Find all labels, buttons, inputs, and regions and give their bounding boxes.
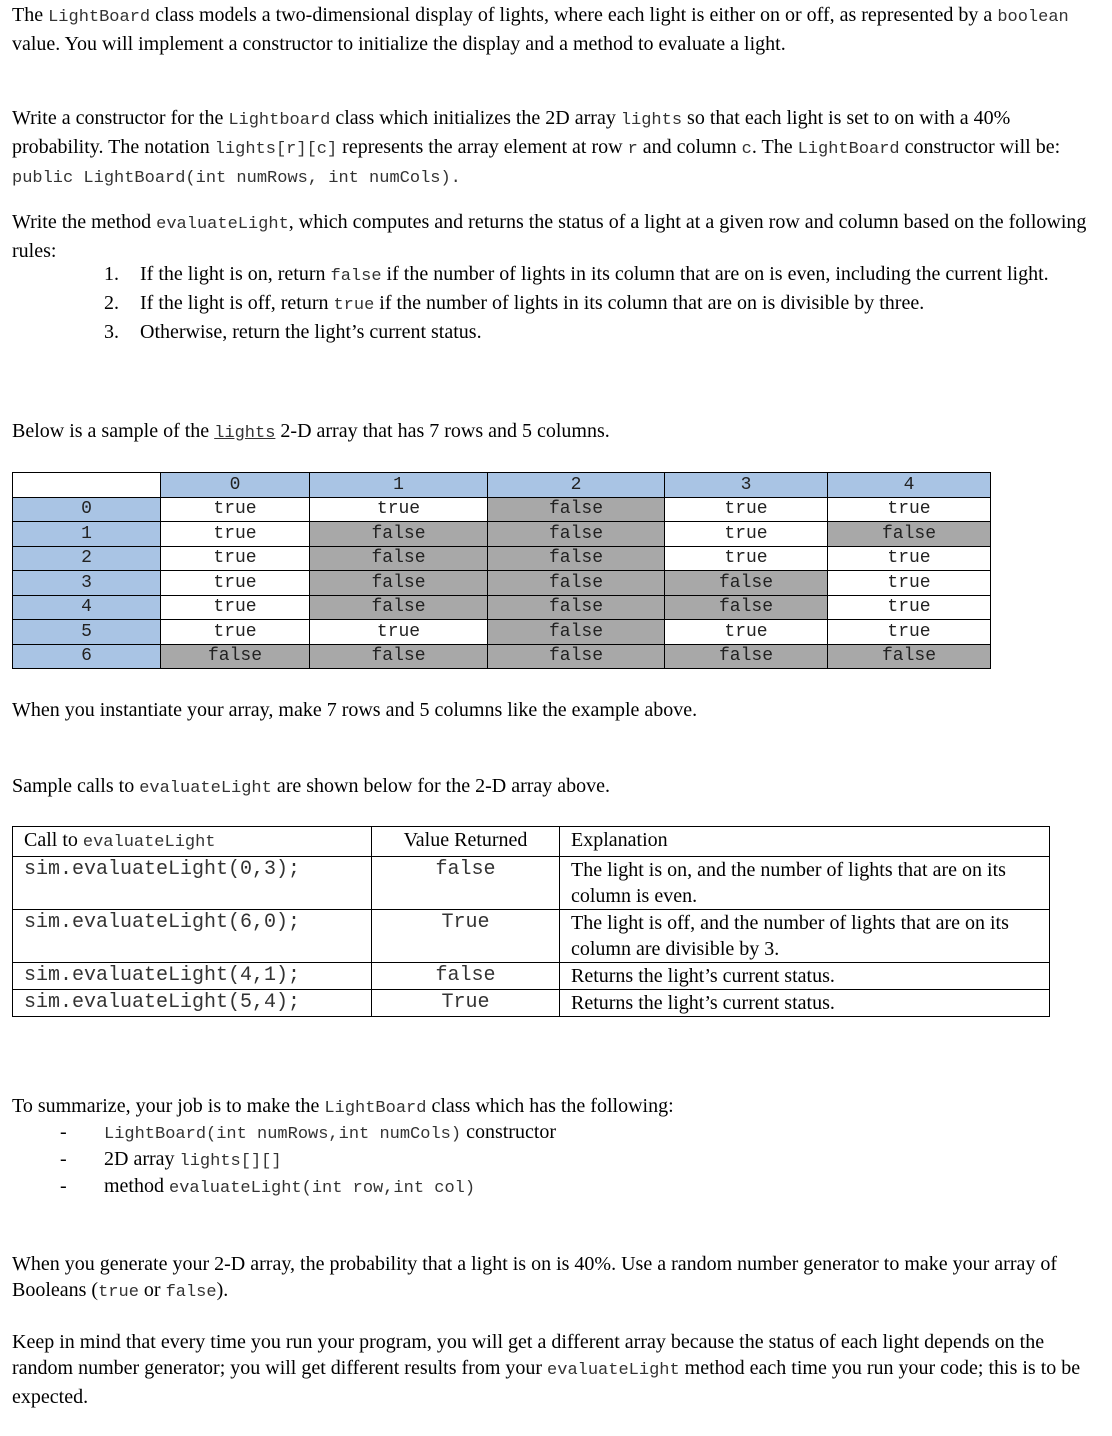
keep-paragraph — [12, 1329, 1102, 1410]
light-cell: true — [665, 620, 828, 645]
generate-paragraph — [12, 1251, 1102, 1306]
rule-item — [104, 261, 1084, 290]
explanation-cell: Returns the light’s current status. — [560, 963, 1050, 990]
light-cell: true — [161, 522, 310, 547]
bullet-dash: - — [60, 1121, 67, 1143]
rule-text: If the light is off, return — [140, 292, 334, 314]
code-false: false — [165, 1283, 217, 1302]
code-boolean: boolean — [997, 8, 1069, 27]
sample-text: 2-D array that has 7 rows and 5 columns. — [275, 420, 610, 442]
light-cell: false — [488, 644, 665, 669]
code-lightboard: LightBoard — [797, 140, 900, 159]
code-false: false — [330, 267, 382, 286]
row-header: 5 — [13, 620, 161, 645]
rules-list — [104, 261, 1084, 345]
code-evaluatelight: evaluateLight — [547, 1361, 680, 1380]
calls-text: are shown below for the 2-D array above. — [271, 775, 611, 797]
summary-text: class which has the following: — [426, 1095, 674, 1117]
row-header: 6 — [13, 644, 161, 669]
header-call-text: Call to — [24, 829, 83, 851]
light-cell: true — [665, 522, 828, 547]
row-header: 1 — [13, 522, 161, 547]
header-explanation: Explanation — [560, 827, 1050, 857]
light-cell: false — [310, 571, 488, 596]
code-lights: lights — [620, 111, 683, 130]
rule-item — [104, 319, 1084, 345]
ctor-text: class which initializes the 2D array — [330, 107, 621, 129]
code-evaluatelight: evaluateLight — [82, 833, 216, 852]
row-header: 4 — [13, 595, 161, 620]
ctor-text: and column — [637, 136, 742, 158]
sample-calls-table — [12, 826, 1050, 1017]
calls-row — [13, 910, 1050, 963]
code-constructor-signature: public LightBoard(int numRows, int numCols). — [12, 169, 461, 188]
column-header: 2 — [488, 473, 665, 498]
light-cell: true — [828, 571, 991, 596]
grid-row — [13, 546, 991, 571]
code-lightboard: LightBoard — [48, 8, 151, 27]
rule-text: Otherwise, return the light’s current status. — [140, 321, 482, 343]
keep-text: Keep in mind that every time you run your program, you will get a different array because the status of each light depends on the random number generator; you will get different results from your — [12, 1331, 1045, 1379]
light-cell: true — [310, 497, 488, 522]
code-notation: lights[r][c] — [214, 140, 338, 159]
instantiate-note: When you instantiate your array, make 7 rows and 5 columns like the example above. — [12, 699, 698, 721]
light-cell: true — [665, 497, 828, 522]
column-header: 1 — [310, 473, 488, 498]
ctor-text: so that each light is set to on with a 40% probability. The notation — [12, 107, 1011, 158]
column-header: 0 — [161, 473, 310, 498]
light-cell: true — [161, 497, 310, 522]
ctor-text: represents the array element at row — [337, 136, 628, 158]
intro-text: The — [12, 4, 49, 26]
light-cell: true — [161, 620, 310, 645]
light-cell: false — [488, 595, 665, 620]
light-cell: false — [488, 497, 665, 522]
light-cell: true — [828, 620, 991, 645]
light-cell: true — [161, 546, 310, 571]
grid-header-row — [13, 473, 991, 498]
rule-number: 2. — [104, 292, 119, 314]
light-cell: false — [488, 522, 665, 547]
light-cell: false — [488, 546, 665, 571]
call-cell: sim.evaluateLight(0,3); — [13, 857, 372, 910]
code-lightboard: LightBoard — [324, 1099, 427, 1118]
summary-item-text: method — [104, 1175, 169, 1197]
light-cell: false — [310, 546, 488, 571]
light-cell: false — [665, 571, 828, 596]
column-header: 4 — [828, 473, 991, 498]
intro-text: value. You will implement a constructor to initialize the display and a method to evaluate a light. — [12, 33, 786, 55]
light-cell: false — [310, 595, 488, 620]
call-cell: sim.evaluateLight(5,4); — [13, 990, 372, 1017]
ctor-text: constructor will be: — [899, 136, 1061, 158]
light-cell: false — [488, 571, 665, 596]
light-cell: true — [161, 571, 310, 596]
ctor-text: Write a constructor for the — [12, 107, 229, 129]
value-cell: True — [372, 990, 560, 1017]
light-cell: false — [488, 620, 665, 645]
grid-row — [13, 497, 991, 522]
light-cell: true — [665, 546, 828, 571]
explanation-cell: The light is on, and the number of lights that are on its column is even. — [560, 857, 1050, 910]
explanation-cell: The light is off, and the number of lights that are on its column are divisible by 3. — [560, 910, 1050, 963]
rule-text: if the number of lights in its column that are on is even, including the current light. — [381, 263, 1049, 285]
code-lights-underlined: lights — [214, 424, 276, 443]
summary-text: To summarize, your job is to make the — [12, 1095, 325, 1117]
method-text: , which computes and returns the status of a light at a given row and column based on the following rules: — [12, 211, 1087, 262]
grid-corner-cell — [13, 473, 161, 498]
row-header: 3 — [13, 571, 161, 596]
calls-header-row — [13, 827, 1050, 857]
generate-text: When you generate your 2-D array, the probability that a light is on is 40%. Use a random number generator to make your array of Booleans ( — [12, 1253, 1058, 1301]
explanation-cell: Returns the light’s current status. — [560, 990, 1050, 1017]
sample-text: Below is a sample of the — [12, 420, 215, 442]
column-header: 3 — [665, 473, 828, 498]
constructor-paragraph — [12, 105, 1102, 192]
summary-item — [60, 1119, 556, 1146]
calls-intro — [12, 773, 610, 802]
summary-list — [60, 1119, 556, 1200]
header-value: Value Returned — [372, 827, 560, 857]
code-method-signature: evaluateLight(int row,int col) — [169, 1179, 476, 1198]
lights-table — [12, 472, 991, 669]
row-header: 2 — [13, 546, 161, 571]
intro-paragraph — [12, 2, 1102, 57]
method-text: Write the method — [12, 211, 157, 233]
light-cell: false — [665, 595, 828, 620]
light-cell: true — [828, 546, 991, 571]
light-cell: false — [310, 644, 488, 669]
light-cell: true — [828, 497, 991, 522]
light-cell: true — [828, 595, 991, 620]
rule-text: If the light is on, return — [140, 263, 331, 285]
rule-number: 3. — [104, 321, 119, 343]
calls-row — [13, 963, 1050, 990]
bullet-dash: - — [60, 1148, 67, 1170]
calls-row — [13, 990, 1050, 1017]
summary-item — [60, 1173, 556, 1200]
rule-text: if the number of lights in its column that are on is divisible by three. — [374, 292, 925, 314]
rule-item — [104, 290, 1084, 319]
code-r: r — [627, 140, 638, 159]
keep-text: method each time you run your code; this is to be expected. — [12, 1357, 1081, 1408]
light-cell: false — [828, 644, 991, 669]
light-cell: false — [665, 644, 828, 669]
code-lightboard: Lightboard — [228, 111, 331, 130]
code-constructor: LightBoard(int numRows,int numCols) — [104, 1125, 462, 1144]
call-cell: sim.evaluateLight(6,0); — [13, 910, 372, 963]
header-call — [13, 827, 372, 857]
grid-row — [13, 644, 991, 669]
code-lights-array: lights[][] — [179, 1152, 282, 1171]
grid-row — [13, 571, 991, 596]
grid-row — [13, 595, 991, 620]
value-cell: false — [372, 963, 560, 990]
row-header: 0 — [13, 497, 161, 522]
ctor-text: . The — [751, 136, 798, 158]
summary-item-text: constructor — [461, 1121, 557, 1143]
light-cell: false — [161, 644, 310, 669]
sample-intro — [12, 418, 610, 447]
value-cell: false — [372, 857, 560, 910]
light-cell: false — [310, 522, 488, 547]
code-c: c — [741, 140, 752, 159]
generate-text: or — [138, 1279, 166, 1301]
code-true: true — [333, 296, 375, 315]
method-paragraph — [12, 209, 1102, 264]
call-cell: sim.evaluateLight(4,1); — [13, 963, 372, 990]
calls-row — [13, 857, 1050, 910]
calls-text: Sample calls to — [12, 775, 140, 797]
bullet-dash: - — [60, 1175, 67, 1197]
light-cell: true — [310, 620, 488, 645]
light-cell: true — [161, 595, 310, 620]
value-cell: True — [372, 910, 560, 963]
grid-row — [13, 522, 991, 547]
code-evaluatelight: evaluateLight — [156, 215, 289, 234]
summary-item-text: 2D array — [104, 1148, 180, 1170]
light-cell: false — [828, 522, 991, 547]
summary-intro — [12, 1093, 674, 1122]
generate-text: ). — [216, 1279, 229, 1301]
rule-number: 1. — [104, 263, 119, 285]
code-evaluatelight: evaluateLight — [139, 779, 272, 798]
code-true: true — [98, 1283, 139, 1302]
intro-text: class models a two-dimensional display of lights, where each light is either on or off, as represented by a — [150, 4, 998, 26]
grid-row — [13, 620, 991, 645]
summary-item — [60, 1146, 556, 1173]
